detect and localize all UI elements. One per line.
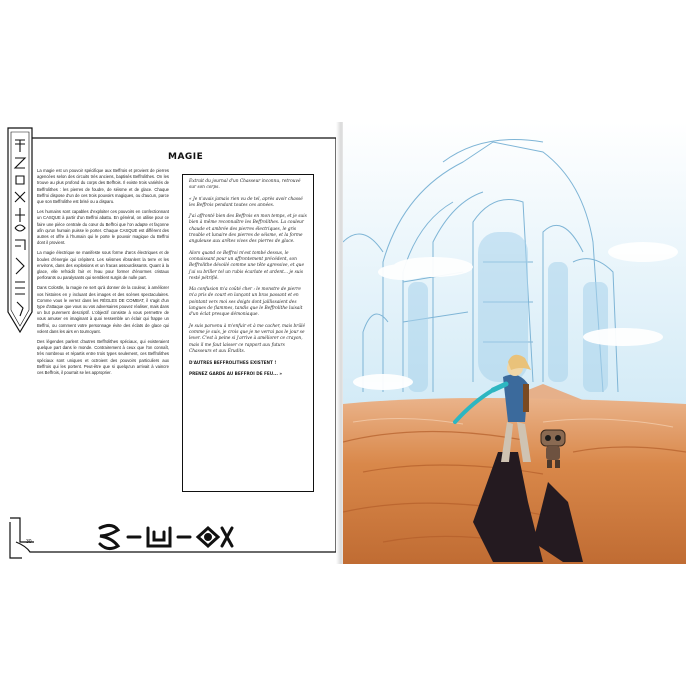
magic-glyphs-ornament xyxy=(94,520,244,554)
journal-sidebar-box xyxy=(182,174,314,492)
journal-paragraph: Extrait du journal d'un Chasseur inconnu, retrouvé sur son corps. xyxy=(189,179,301,191)
body-paragraph: La magie électrique se manifeste sous forme d'arcs électriques et de boules d'énergie qui crépitent. Les séismes ébranlent la terre et les environs, dans des explosions et un fracas assourdissants. Quant à la glace, elle refroidit l'air et l'eau pour former d'énormes cristaux perforants ou paralysants qui semblent surgis de nulle part. xyxy=(37,250,169,281)
page-number: 30 xyxy=(26,539,32,545)
journal-warning: PRENEZ GARDE AU BEFFROI DE FEU... » xyxy=(189,371,283,377)
right-page-illustration xyxy=(343,122,686,564)
journal-paragraph: Alors quand ce Beffroi m'est tombé dessus, le connaissant pour un affrontement précédent, son Beffrolithe dévoilé comme une tête agressive, et que j'ai vu briller tel un rubis écarlate et ardent... je suis resté pétrifié. xyxy=(189,250,304,281)
body-paragraph: Dans Colostle, la magie ne sert qu'à donner de la couleur, à améliorer vos histoires en y incluant des images et des scènes spectaculaires. Comme vous le verrez dans les RÈGLES DE COMBAT, il s'agit d'un type d'attaque que vous ou vos adversaires pouvez réaliser, mais dans un but purement descriptif. L'objectif consiste à vous permettre de vous amuser en imaginant à quoi ressemble un éclair qui frappe un Beffroi, ou comment votre personnage évite des éclats de glace qui volent dans les airs en tournoyant. xyxy=(37,285,169,334)
section-title: MAGIE xyxy=(168,152,204,162)
body-paragraph: Les humains sont capables d'exploiter ces pouvoirs en confectionnant un CASQUE à partir d'un Beffroi abattu. En général, on utilise pour ce faire une pièce centrale du cœur du Beffroi que l'on adapte et façonne afin qu'un humain puisse le porter. Chaque CASQUE est différent des autres et offre à l'humain qui le porte le pouvoir magique du Beffroi dont il provient. xyxy=(37,209,169,246)
journal-paragraph: J'ai affronté bien des Beffrois en mon temps, et je suis bien à même reconnaître les Beffrolithes. La couleur chaude et ambrée des pierres électriques, le gris trouble et lunaire des pierres de séisme, et la forme anguleuse aux arêtes vives des pierres de glace. xyxy=(189,214,307,245)
main-body-text xyxy=(37,168,169,380)
journal-warning: D'AUTRES BEFFROLITHES EXISTENT ! xyxy=(189,360,277,366)
journal-paragraph: « Je n'avais jamais rien vu de tel, après avoir chassé les Beffrois pendant toutes ces années. xyxy=(189,196,303,208)
body-paragraph: Des légendes parlent d'autres Beffrolithes spéciaux, qui existeraient quelque part dans le monde. Contrairement à ceux que l'on connaît, très nombreux et répartis entre trois types seulement, ces Beffrolithes spéciaux sont uniques et octroient des pouvoirs particuliers aux Beffrois qui les portent. Peut-être que si quelqu'un arrivait à vaincre ces Beffrois, il pourrait se les approprier. xyxy=(37,339,169,376)
journal-text xyxy=(189,179,307,378)
left-page xyxy=(6,122,342,564)
body-paragraph: La magie est un pouvoir spécifique aux Beffrois et provient de pierres agencées selon des circuits très anciens, baptisés Beffrolithes. On les trouve au plus profond du corps des Beffrois. Il existe trois variétés de Beffrolithes : les pierres de foudre, de séisme et de glace. Chaque Beffroi dispose d'un de ces trois pouvoirs magiques, ou d'aucun, parce que son Beffrolithe est brisé ou a disparu. xyxy=(37,168,169,205)
journal-paragraph: Je suis parvenu à m'enfuir et à me cacher, mais brûlé comme je suis, je crois que je ne verrai pas le jour se lever. C'est à peine si j'arrive à améliorer ce crayon, mais il me faut laisser ce rapport aux futurs Chasseurs et aux Érudits. xyxy=(189,323,306,354)
desert-castle-illustration xyxy=(343,122,686,564)
journal-paragraph: Ma confusion m'a coûté cher : le monstre de pierre m'a pris de court en lançant un bras passant et en pointant vers moi ses doigts dont jaillissaient des langues de flammes, tandis que le Beffrolithe luisait d'un éclat presque démoniaque. xyxy=(189,287,303,318)
